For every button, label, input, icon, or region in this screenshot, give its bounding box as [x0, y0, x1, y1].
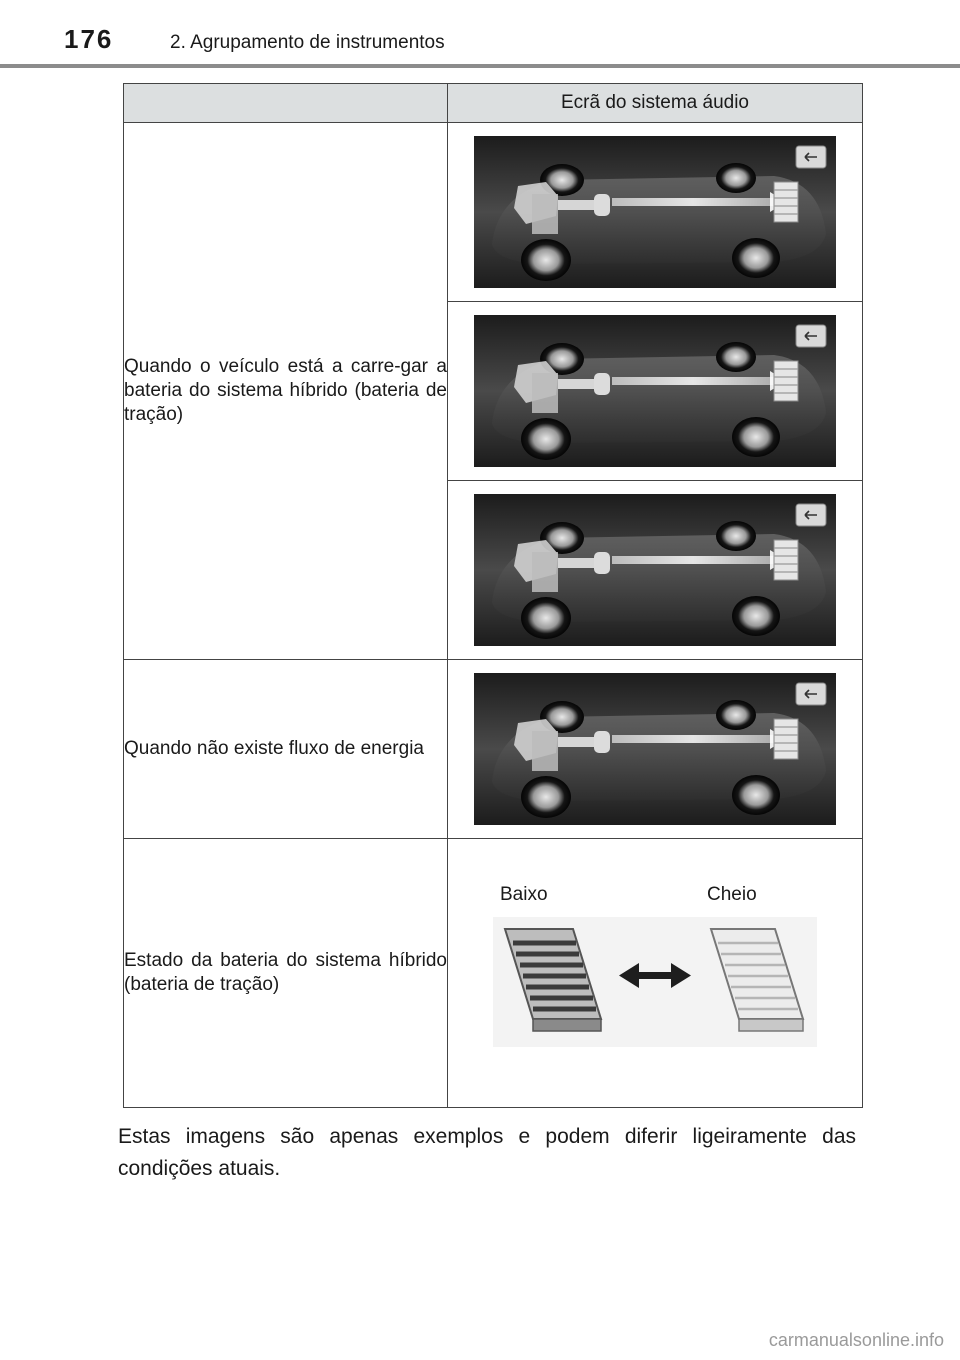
- chapter-title: 2. Agrupamento de instrumentos: [170, 32, 445, 53]
- table-row: [124, 839, 863, 1108]
- table-header-empty-cell: [124, 84, 448, 123]
- table-header-audio-screen: Ecrã do sistema áudio: [448, 84, 863, 123]
- battery-state-cell: [448, 839, 863, 1108]
- energy-flow-charging-screen-3: [474, 494, 836, 646]
- table-row: [124, 123, 863, 302]
- table-row: [124, 660, 863, 839]
- battery-level-figure: [493, 917, 817, 1047]
- row-label-battery-state: Estado da bateria do sistema híbrido (bateria de tração): [124, 839, 448, 1108]
- page-number: 176: [64, 24, 114, 54]
- energy-flow-table: [123, 83, 863, 1108]
- screen-cell: [448, 302, 863, 481]
- watermark: carmanualsonline.info: [768, 1330, 944, 1350]
- energy-flow-charging-screen-1: [474, 136, 836, 288]
- footnote: Estas imagens são apenas exemplos e podem diferir ligeiramente das condições atuais.: [118, 1125, 856, 1180]
- row-label-no-flow: Quando não existe fluxo de energia: [124, 660, 448, 839]
- battery-full-label: Cheio: [707, 884, 757, 905]
- screen-cell: [448, 123, 863, 302]
- row-label-charging: Quando o veículo está a carre-gar a bateria do sistema híbrido (bateria de tração): [124, 123, 448, 660]
- battery-low-label: Baixo: [500, 884, 548, 905]
- energy-flow-charging-screen-2: [474, 315, 836, 467]
- energy-flow-idle-screen: [474, 673, 836, 825]
- table-header-row: [124, 84, 863, 123]
- screen-cell: [448, 481, 863, 660]
- header-rule: [0, 64, 960, 68]
- screen-cell: [448, 660, 863, 839]
